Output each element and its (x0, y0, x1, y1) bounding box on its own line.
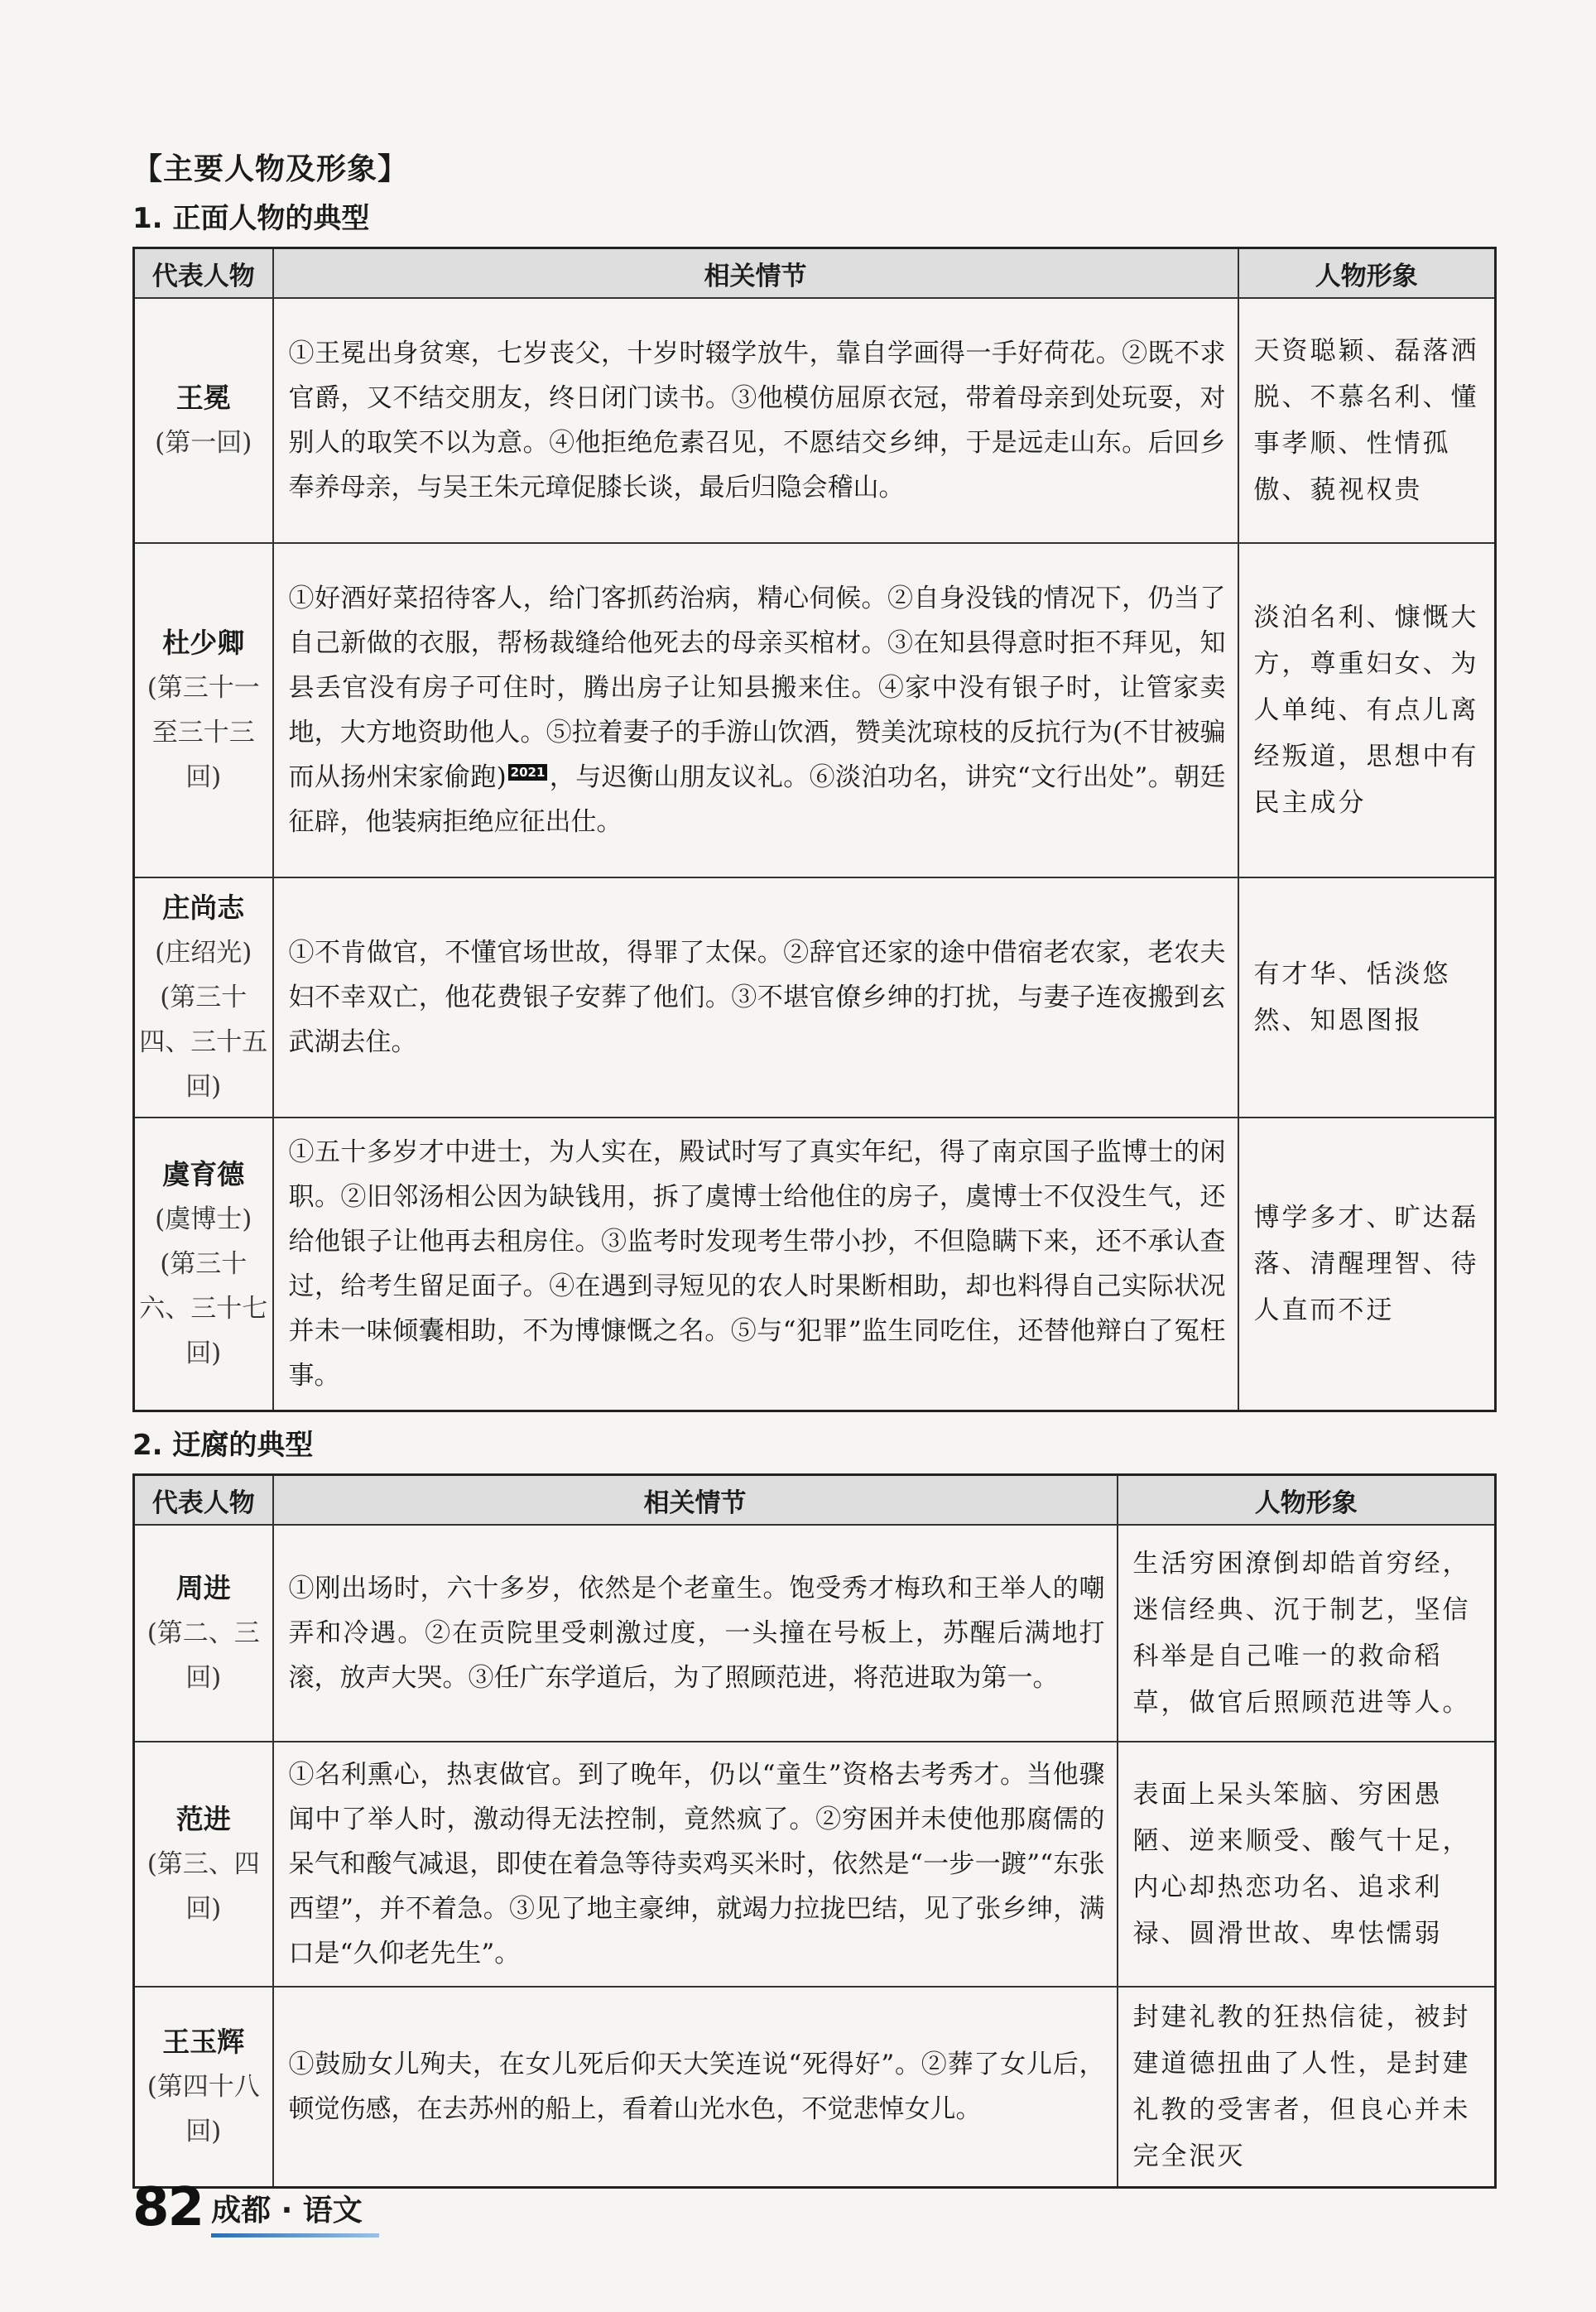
page-footer (132, 2177, 363, 2238)
table-row (134, 1742, 1496, 1987)
book-label (211, 2187, 363, 2234)
plot-cell: ①王冕出身贫寒，七岁丧父，十岁时辍学放牛，靠自学画得一手好荷花。②既不求官爵，又不结交朋友，终日闭门读书。③他模仿屈原衣冠，带着母亲到处玩耍，对别人的取笑不以为意。④他拒绝危素召见，不愿结交乡绅，于是远走山东。后回乡奉养母亲，与吴王朱元璋促膝长谈，最后归隐会稽山。 (273, 298, 1238, 543)
character-chapter: (第一回) (155, 428, 252, 458)
col-header-plot: 相关情节 (273, 1475, 1118, 1526)
image-cell: 生活穷困潦倒却皓首穷经，迷信经典、沉于制艺，坚信科举是自己唯一的救命稻草，做官后照顾范进等人。 (1118, 1525, 1496, 1742)
character-cell (134, 1525, 273, 1742)
plot-text-part-b: ，与迟衡山朋友议礼。⑥淡泊功名，讲究“文行出处”。朝廷征辟，他装病拒绝应征出仕。 (288, 762, 1226, 837)
character-chapter: (虞博士)(第三十六、三十七回) (139, 1204, 268, 1368)
character-name: 杜少卿 (162, 627, 245, 659)
table2-title: 2. 迂腐的典型 (132, 1429, 314, 1462)
table-row (134, 877, 1496, 1118)
character-chapter: (第三十一至三十三回) (147, 673, 260, 792)
character-chapter: (第三、四回) (147, 1849, 260, 1924)
character-name: 庄尚志 (162, 892, 245, 924)
plot-text-part-a: ①好酒好菜招待客人，给门客抓药治病，精心伺候。②自身没钱的情况下，仍当了自己新做的衣服，帮杨裁缝给他死去的母亲买棺材。③在知县得意时拒不拜见，知县丢官没有房子可住时，腾出房子让知县搬来住。④家中没有银子时，让管家卖地，大方地资助他人。⑤拉着妻子的手游山饮酒，赞美沈琼枝的反抗行为(不甘被骗而从扬州宋家偷跑) (288, 584, 1226, 792)
table-row (134, 1525, 1496, 1742)
image-cell: 淡泊名利、慷慨大方，尊重妇女、为人单纯、有点儿离经叛道，思想中有民主成分 (1238, 543, 1496, 877)
image-cell: 天资聪颖、磊落洒脱、不慕名利、懂事孝顺、性情孤傲、藐视权贵 (1238, 298, 1496, 543)
character-chapter: (庄绍光)(第三十四、三十五回) (139, 938, 268, 1102)
exam-year-badge: 2021 (508, 764, 548, 781)
character-name: 王冕 (175, 382, 231, 414)
table-row (134, 298, 1496, 543)
plot-cell: ①不肯做官，不懂官场世故，得罪了太保。②辞官还家的途中借宿老农家，老农夫妇不幸双亡，他花费银子安葬了他们。③不堪官僚乡绅的打扰，与妻子连夜搬到玄武湖去住。 (273, 877, 1238, 1118)
character-cell (134, 543, 273, 877)
col-header-image: 人物形象 (1118, 1475, 1496, 1526)
col-header-image: 人物形象 (1238, 248, 1496, 299)
image-cell: 封建礼教的狂热信徒，被封建道德扭曲了人性，是封建礼教的受害者，但良心并未完全泯灭 (1118, 1987, 1496, 2188)
table-header-row (134, 1475, 1496, 1526)
image-cell: 博学多才、旷达磊落、清醒理智、待人直而不迂 (1238, 1118, 1496, 1411)
pedantic-characters-table (132, 1473, 1497, 2189)
plot-cell: ①名利熏心，热衷做官。到了晚年，仍以“童生”资格去考秀才。当他骤闻中了举人时，激动得无法控制，竟然疯了。②穷困并未使他那腐儒的呆气和酸气减退，即使在着急等待卖鸡买米时，依然是“一步一踱”“东张西望”，并不着急。③见了地主豪绅，就竭力拉拢巴结，见了张乡绅，满口是“久仰老先生”。 (273, 1742, 1118, 1987)
character-cell (134, 298, 273, 543)
image-cell: 有才华、恬淡悠然、知恩图报 (1238, 877, 1496, 1118)
character-name: 虞育德 (162, 1157, 245, 1190)
character-cell (134, 877, 273, 1118)
table-header-row (134, 248, 1496, 299)
character-cell (134, 1742, 273, 1987)
table-row (134, 543, 1496, 877)
table-row (134, 1118, 1496, 1411)
page-number: 82 (132, 2177, 204, 2238)
book-label-text: 成都 · 语文 (211, 2194, 363, 2228)
col-header-character: 代表人物 (134, 248, 273, 299)
character-name: 王玉辉 (162, 2026, 245, 2058)
table1-title: 1. 正面人物的典型 (132, 202, 370, 235)
image-cell: 表面上呆头笨脑、穷困愚陋、逆来顺受、酸气十足，内心却热恋功名、追求利禄、圆滑世故、卑怯懦弱 (1118, 1742, 1496, 1987)
plot-cell: ①鼓励女儿殉夫，在女儿死后仰天大笑连说“死得好”。②葬了女儿后，顿觉伤感，在去苏州的船上，看着山光水色，不觉悲悼女儿。 (273, 1987, 1118, 2188)
plot-cell (273, 543, 1238, 877)
col-header-plot: 相关情节 (273, 248, 1238, 299)
positive-characters-table (132, 247, 1497, 1412)
character-name: 周进 (175, 1572, 231, 1604)
character-chapter: (第二、三回) (147, 1618, 260, 1693)
character-cell (134, 1987, 273, 2188)
col-header-character: 代表人物 (134, 1475, 273, 1526)
plot-cell: ①刚出场时，六十多岁，依然是个老童生。饱受秀才梅玖和王举人的嘲弄和冷遇。②在贡院里受刺激过度，一头撞在号板上，苏醒后满地打滚，放声大哭。③任广东学道后，为了照顾范进，将范进取为第一。 (273, 1525, 1118, 1742)
section-title: 【主要人物及形象】 (132, 152, 409, 186)
plot-cell: ①五十多岁才中进士，为人实在，殿试时写了真实年纪，得了南京国子监博士的闲职。②旧邻汤相公因为缺钱用，拆了虞博士给他住的房子，虞博士不仅没生气，还给他银子让他再去租房住。③监考时发现考生带小抄，不但隐瞒下来，还不承认查过，给考生留足面子。④在遇到寻短见的农人时果断相助，却也料得自己实际状况并未一味倾囊相助，不为博慷慨之名。⑤与“犯罪”监生同吃住，还替他辩白了冤枉事。 (273, 1118, 1238, 1411)
character-cell (134, 1118, 273, 1411)
book-label-underline (211, 2233, 379, 2237)
character-name: 范进 (175, 1803, 231, 1835)
table-row (134, 1987, 1496, 2188)
character-chapter: (第四十八回) (147, 2072, 260, 2146)
